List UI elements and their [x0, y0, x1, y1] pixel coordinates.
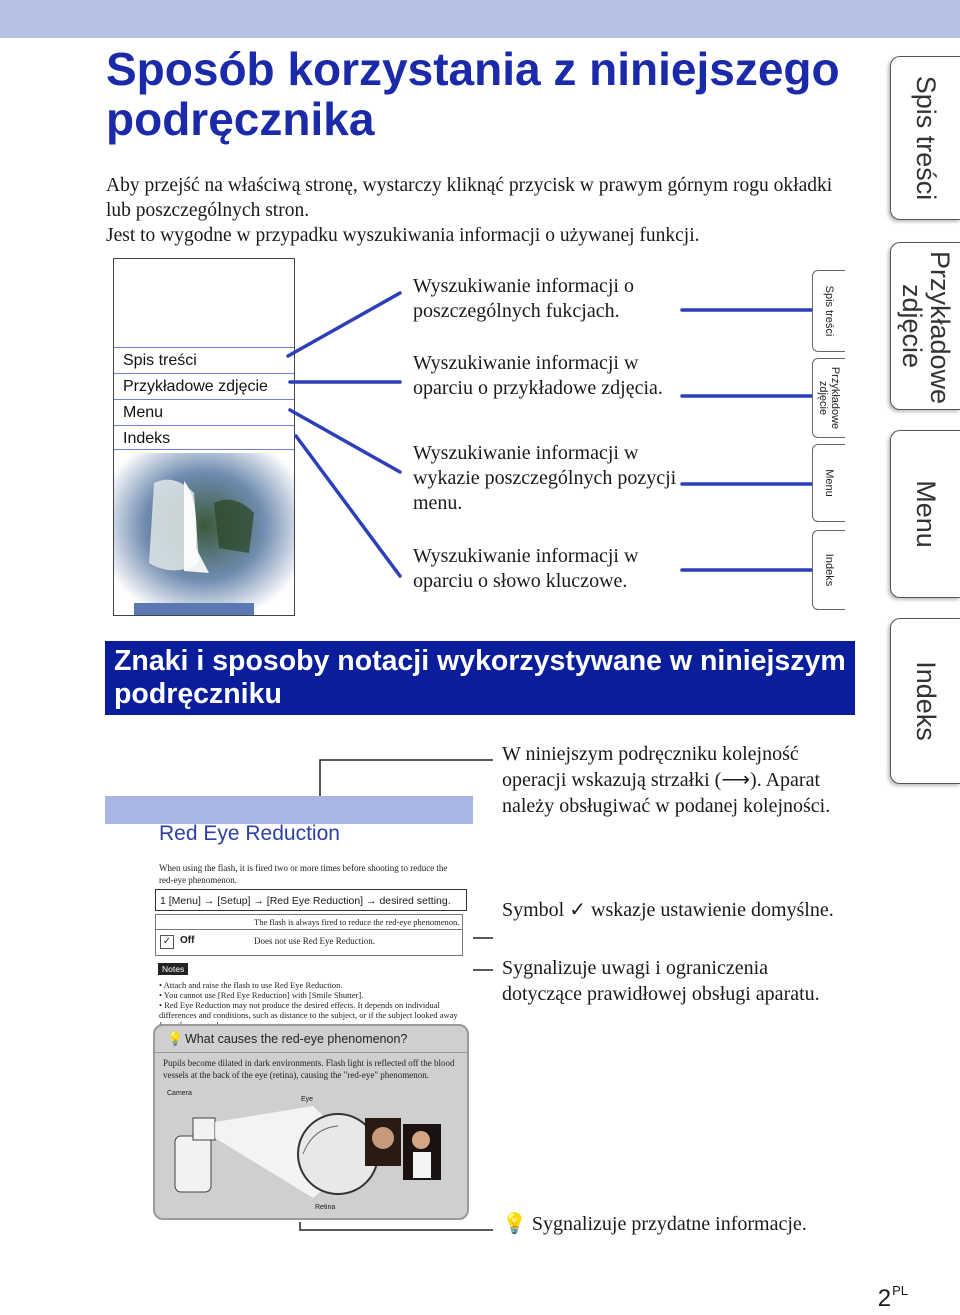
description-2: Wyszukiwanie informacji w oparciu o przykładowe zdjęcia. — [413, 352, 663, 399]
nav-tab-indeks[interactable]: Indeks — [890, 618, 960, 784]
red-eye-diagram — [163, 1098, 463, 1210]
default-check-icon-inline: ✓ — [569, 899, 587, 921]
sample-note-2: • You cannot use [Red Eye Reduction] with [Smile Shutter]. — [159, 990, 364, 1000]
sample-options-table — [155, 914, 463, 956]
nav-tab-menu[interactable]: Menu — [890, 430, 960, 598]
intro-line-1: Aby przejść na właściwą stronę, wystarczy kliknąć przycisk w prawym górnym rogu okładki lub poszczególnych stron. — [106, 175, 833, 221]
camera-label: Camera — [167, 1090, 192, 1097]
warnings-explanation: Sygnalizuje uwagi i ograniczenia dotyczące prawidłowej obsługi aparatu. — [502, 957, 820, 1005]
sample-opt-off: Off — [180, 935, 195, 946]
page-number: $2^{PL}$ — [877, 1283, 908, 1312]
eye-label: Eye — [301, 1096, 314, 1103]
description-1: Wyszukiwanie informacji o poszczególnych fukcjach. — [413, 275, 634, 322]
page-title: Sposób korzystania z niniejszego podręcznika — [106, 43, 840, 145]
cover-item-spis-tresci: Spis treści — [114, 347, 294, 372]
default-check-icon: ✓ — [160, 935, 174, 949]
sample-manual-page — [105, 796, 473, 1222]
default-symbol-explanation: Symbol ✓ wskazje ustawienie domyślne. — [502, 899, 834, 921]
lightbulb-icon: 💡 — [502, 1213, 527, 1235]
arrow-icon: ⟶ — [721, 769, 751, 791]
sample-header-band — [105, 796, 473, 824]
mini-tab-indeks: Indeks — [812, 530, 845, 610]
sample-step: 1 [Menu] → [Setup] → [Red Eye Reduction] → desired setting. — [155, 889, 467, 911]
mini-tab-menu: Menu — [812, 444, 845, 522]
nav-tab-spis-tresci[interactable]: Spis treści — [890, 56, 960, 220]
intro-line-2: Jest to wygodne w przypadku wyszukiwania informacji o używanej funkcji. — [106, 225, 700, 246]
sample-opt-auto: The flash is always fired to reduce the red-eye phenomenon. — [254, 917, 459, 927]
sample-notes — [159, 980, 465, 1030]
hint-icon: 💡 — [167, 1031, 184, 1046]
hint-title: What causes the red-eye phenomenon? — [185, 1032, 408, 1046]
tip-explanation: 💡 Sygnalizuje przydatne informacje. — [502, 1213, 807, 1235]
mini-tab-przykladowe-zdjecie: Przykładowe zdjęcie — [812, 358, 845, 438]
section-heading: Znaki i sposoby notacji wykorzystywane w niniejszym podręczniku — [105, 641, 855, 715]
nav-tab-przykladowe-zdjecie[interactable]: Przykładowe zdjęcie — [890, 242, 960, 410]
notes-label: Notes — [158, 963, 188, 975]
cover-item-przykladowe-zdjecie: Przykładowe zdjęcie — [114, 373, 294, 398]
hint-box — [153, 1024, 469, 1220]
retina-label: Retina — [315, 1204, 336, 1211]
sample-note-3: • Red Eye Reduction may not produce the desired effects. It depends on individual differences and conditions, such as distance to the subject, or if the subject looked away — [159, 1000, 458, 1020]
sample-title: Red Eye Reduction — [159, 822, 340, 845]
sample-opt-off-desc: Does not use Red Eye Reduction. — [254, 936, 375, 946]
sample-intro: When using the flash, it is fired two or more times before shooting to reduce the red-eye phenomenon. — [159, 863, 448, 885]
cover-item-indeks: Indeks — [114, 425, 294, 450]
description-4: Wyszukiwanie informacji w oparciu o słowo kluczowe. — [413, 545, 639, 592]
sample-note-1: • Attach and raise the flash to use Red Eye Reduction. — [159, 980, 343, 990]
mini-tab-spis-tresci: Spis treści — [812, 270, 845, 352]
description-3: Wyszukiwanie informacji w wykazie poszczególnych pozycji menu. — [413, 442, 677, 514]
arrows-explanation: W niniejszym podręczniku kolejność operacji wskazują strzałki (⟶). Aparat należy obsługiwać w podanej kolejności. — [502, 743, 831, 817]
hint-text: Pupils become dilated in dark environments. Flash light is reflected off the blood vessels at the back of the eye (retina), causing the "red-eye" phenomenon. — [163, 1058, 455, 1080]
cover-item-menu: Menu — [114, 399, 294, 424]
